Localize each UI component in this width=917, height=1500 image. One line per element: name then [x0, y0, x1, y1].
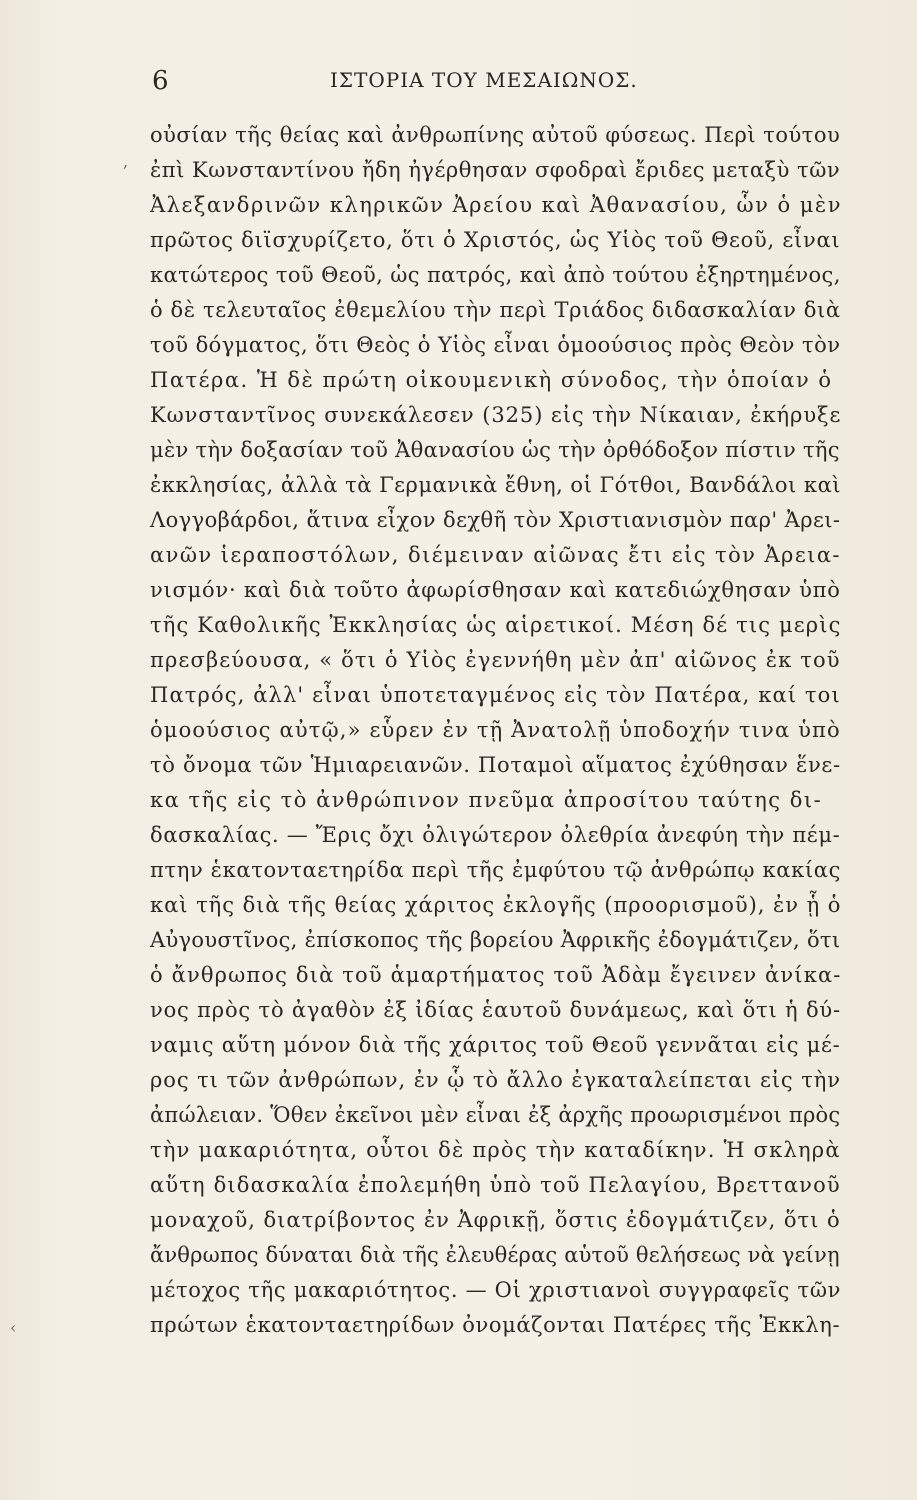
text-line: ναμις αὕτη μόνον διὰ τῆς χάριτος τοῦ Θεοῦ γεννᾶται εἰς μέ-: [150, 1033, 841, 1057]
text-line: οὐσίαν τῆς θείας καὶ ἀνθρωπίνης αὐτοῦ φύσεως. Περὶ τούτου: [150, 123, 841, 147]
text-line: αὕτη διδασκαλία ἐπολεμήθη ὑπὸ τοῦ Πελαγίου, Βρεττανοῦ: [150, 1173, 841, 1197]
text-line: ανῶν ἱεραποστόλων, διέμειναν αἰῶνας ἔτι εἰς τὸν Ἀρεια-: [150, 543, 841, 567]
text-line: πρώτων ἑκατονταετηρίδων ὀνομάζονται Πατέρες τῆς Ἐκκλη-: [150, 1313, 841, 1337]
text-line: πρῶτος διϊσχυρίζετο, ὅτι ὁ Χριστός, ὡς Υἱὸς τοῦ Θεοῦ, εἶναι: [150, 228, 841, 252]
margin-dot: ‹: [10, 1318, 17, 1337]
text-line: ὁ δὲ τελευταῖος ἐθεμελίου τὴν περὶ Τριάδος διδασκαλίαν διὰ: [150, 298, 841, 322]
text-line: τῆς Καθολικῆς Ἐκκλησίας ὡς αἱρετικοί. Μέση δέ τις μερὶς: [150, 613, 842, 637]
text-line: ἐκκλησίας, ἀλλὰ τὰ Γερμανικὰ ἔθνη, οἱ Γότθοι, Βανδάλοι καὶ: [150, 473, 842, 497]
margin-dot: ,: [123, 152, 129, 171]
text-line: Ἀλεξανδρινῶν κληρικῶν Ἀρείου καὶ Ἀθανασίου, ὧν ὁ μὲν: [150, 193, 842, 217]
text-line: ἄνθρωπος δύναται διὰ τῆς ἐλευθέρας αὑτοῦ θελήσεως νὰ γείνῃ: [150, 1243, 840, 1267]
text-line: ἐπὶ Κωνσταντίνου ἤδη ἠγέρθησαν σφοδραὶ ἔριδες μεταξὺ τῶν: [150, 158, 841, 182]
text-line: ἀπώλειαν. Ὅθεν ἐκεῖνοι μὲν εἶναι ἐξ ἀρχῆς προωρισμένοι πρὸς: [150, 1103, 841, 1127]
running-title: ΙΣΤΟΡΙΑ ΤΟΥ ΜΕΣΑΙΩΝΟΣ.: [330, 68, 638, 92]
body-text: [150, 118, 840, 1343]
text-line: δασκαλίας. — Ἔρις ὄχι ὀλιγώτερον ὀλεθρία ἀνεφύη τὴν πέμ-: [150, 823, 841, 847]
text-line: πρεσβεύουσα, « ὅτι ὁ Υἱὸς ἐγεννήθη μὲν ἀπ' αἰῶνος ἐκ τοῦ: [150, 648, 841, 672]
text-line: τοῦ δόγματος, ὅτι Θεὸς ὁ Υἱὸς εἶναι ὁμοούσιος πρὸς Θεὸν τὸν: [150, 333, 841, 357]
text-line: μέτοχος τῆς μακαριότητος. — Οἱ χριστιανοὶ συγγραφεῖς τῶν: [150, 1278, 842, 1302]
text-line: ὁμοούσιος αὐτῷ,» εὗρεν ἐν τῇ Ἀνατολῇ ὑποδοχήν τινα ὑπὸ: [150, 718, 841, 742]
text-line: Κωνσταντῖνος συνεκάλεσεν (325) εἰς τὴν Νίκαιαν, ἐκήρυξε: [150, 403, 842, 427]
text-line: Λογγοβάρδοι, ἅτινα εἶχον δεχθῆ τὸν Χριστιανισμὸν παρ' Ἀρει-: [150, 508, 841, 532]
text-line: τὸ ὄνομα τῶν Ἡμιαρειανῶν. Ποταμοὶ αἵματος ἐχύθησαν ἕνε-: [150, 753, 841, 777]
text-line: νισμόν· καὶ διὰ τοῦτο ἀφωρίσθησαν καὶ κατεδιώχθησαν ὑπὸ: [150, 578, 841, 602]
page-number: 6: [152, 66, 169, 96]
text-line: πτην ἑκατονταετηρίδα περὶ τῆς ἐμφύτου τῷ ἀνθρώπῳ κακίας: [150, 858, 841, 882]
text-line: κατώτερος τοῦ Θεοῦ, ὡς πατρός, καὶ ἀπὸ τούτου ἐξηρτημένος,: [150, 263, 841, 287]
text-line: Αὐγουστῖνος, ἐπίσκοπος τῆς βορείου Ἀφρικῆς ἐδογμάτιζεν, ὅτι: [150, 928, 841, 952]
text-line: τὴν μακαριότητα, οὗτοι δὲ πρὸς τὴν καταδίκην. Ἡ σκληρὰ: [150, 1138, 841, 1162]
text-line: καὶ τῆς διὰ τῆς θείας χάριτος ἐκλογῆς (προορισμοῦ), ἐν ᾗ ὁ: [150, 893, 842, 917]
page-header: [0, 58, 917, 98]
text-line: ρος τι τῶν ἀνθρώπων, ἐν ᾧ τὸ ἄλλο ἐγκαταλείπεται εἰς τὴν: [150, 1068, 841, 1092]
text-line: Πατρός, ἀλλ' εἶναι ὑποτεταγμένος εἰς τὸν Πατέρα, καί τοι: [150, 683, 841, 707]
text-line: μὲν τὴν δοξασίαν τοῦ Ἀθανασίου ὡς τὴν ὀρθόδοξον πίστιν τῆς: [150, 438, 840, 462]
text-line: νος πρὸς τὸ ἀγαθὸν ἐξ ἰδίας ἑαυτοῦ δυνάμεως, καὶ ὅτι ἡ δύ-: [150, 998, 841, 1022]
text-line: ὁ ἄνθρωπος διὰ τοῦ ἁμαρτήματος τοῦ Ἀδὰμ ἔγεινεν ἀνίκα-: [150, 963, 842, 987]
text-line: μοναχοῦ, διατρίβοντος ἐν Ἀφρικῇ, ὅστις ἐδογμάτιζεν, ὅτι ὁ: [150, 1208, 841, 1232]
text-line: Πατέρα. Ἡ δὲ πρώτη οἰκουμενικὴ σύνοδος, τὴν ὁποίαν ὁ: [150, 368, 833, 392]
text-line: κα τῆς εἰς τὸ ἀνθρώπινον πνεῦμα ἀπροσίτου ταύτης δι-: [150, 788, 823, 812]
